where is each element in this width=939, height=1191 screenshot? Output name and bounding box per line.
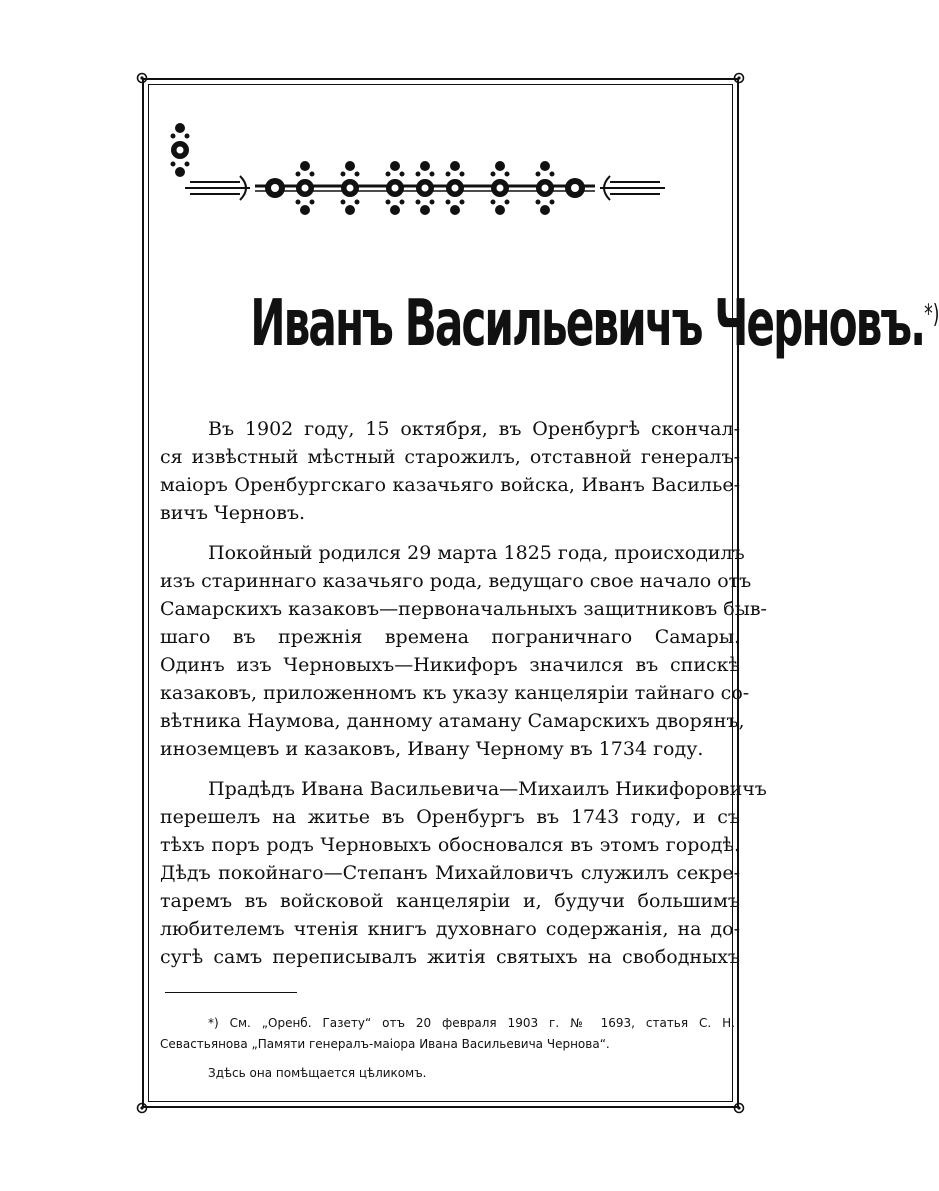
- text-line: ся извѣстный мѣстный старожилъ, отставной генералъ-: [160, 446, 740, 468]
- paragraph-3: [160, 775, 767, 971]
- text-line: изъ стариннаго казачьяго рода, ведущаго свое начало отъ: [160, 570, 752, 592]
- corner-ornament-bottom-right: [733, 1102, 745, 1114]
- corner-ornament-bottom-left: [136, 1102, 148, 1114]
- text-line: перешелъ на житье въ Оренбургъ въ 1743 году, и съ: [160, 806, 740, 828]
- text-line: Дѣдъ покойнаго—Степанъ Михайловичъ служилъ секре-: [160, 862, 740, 884]
- article-body: [160, 415, 767, 983]
- footnote-line: Севастьянова „Памяти генералъ-маіора Ивана Васильевича Чернова“.: [160, 1037, 610, 1051]
- corner-ornament-top-right: [733, 72, 745, 84]
- article-title: [250, 287, 939, 361]
- footnote: [160, 1013, 735, 1084]
- text-line: Самарскихъ казаковъ—первоначальныхъ защитниковъ быв-: [160, 598, 767, 620]
- headpiece-ornament: [180, 150, 670, 225]
- corner-ornament-top-left: [136, 72, 148, 84]
- text-line: Въ 1902 году, 15 октября, въ Оренбургѣ скончал-: [208, 418, 740, 440]
- text-line: Одинъ изъ Черновыхъ—Никифоръ значился въ спискѣ: [160, 654, 740, 676]
- text-line: шаго въ прежнія времена пограничнаго Самары.: [160, 626, 740, 648]
- footnote-separator: [165, 992, 297, 993]
- text-line: любителемъ чтенія книгъ духовнаго содержанія, на до-: [160, 918, 740, 940]
- footnote-line: *) См. „Оренб. Газету“ отъ 20 февраля 1903 г. № 1693, статья С. Н.: [208, 1016, 735, 1030]
- title-footnote-mark: *): [924, 299, 939, 330]
- text-line: казаковъ, приложенномъ къ указу канцеляріи тайнаго со-: [160, 682, 750, 704]
- footnote-line: Здѣсь она помѣщается цѣликомъ.: [208, 1066, 427, 1080]
- text-line: вѣтника Наумова, данному атаману Самарскихъ дворянъ,: [160, 710, 745, 732]
- text-line: сугѣ самъ переписывалъ житія святыхъ на свободныхъ: [160, 946, 740, 968]
- text-line: тѣхъ поръ родъ Черновыхъ обосновался въ этомъ городѣ.: [160, 834, 740, 856]
- title-text: Иванъ Васильевичъ Черновъ.: [250, 287, 925, 361]
- paragraph-2: [160, 539, 767, 763]
- paragraph-1: [160, 415, 740, 527]
- text-line: Прадѣдъ Ивана Васильевича—Михаилъ Никифоровичъ: [208, 778, 767, 800]
- text-line: таремъ въ войсковой канцеляріи и, будучи большимъ: [160, 890, 740, 912]
- text-line: Покойный родился 29 марта 1825 года, происходилъ: [208, 542, 745, 564]
- text-line: иноземцевъ и казаковъ, Ивану Черному въ 1734 году.: [160, 738, 704, 760]
- text-line: вичъ Черновъ.: [160, 502, 306, 524]
- text-line: маіоръ Оренбургскаго казачьяго войска, Иванъ Василье-: [160, 474, 740, 496]
